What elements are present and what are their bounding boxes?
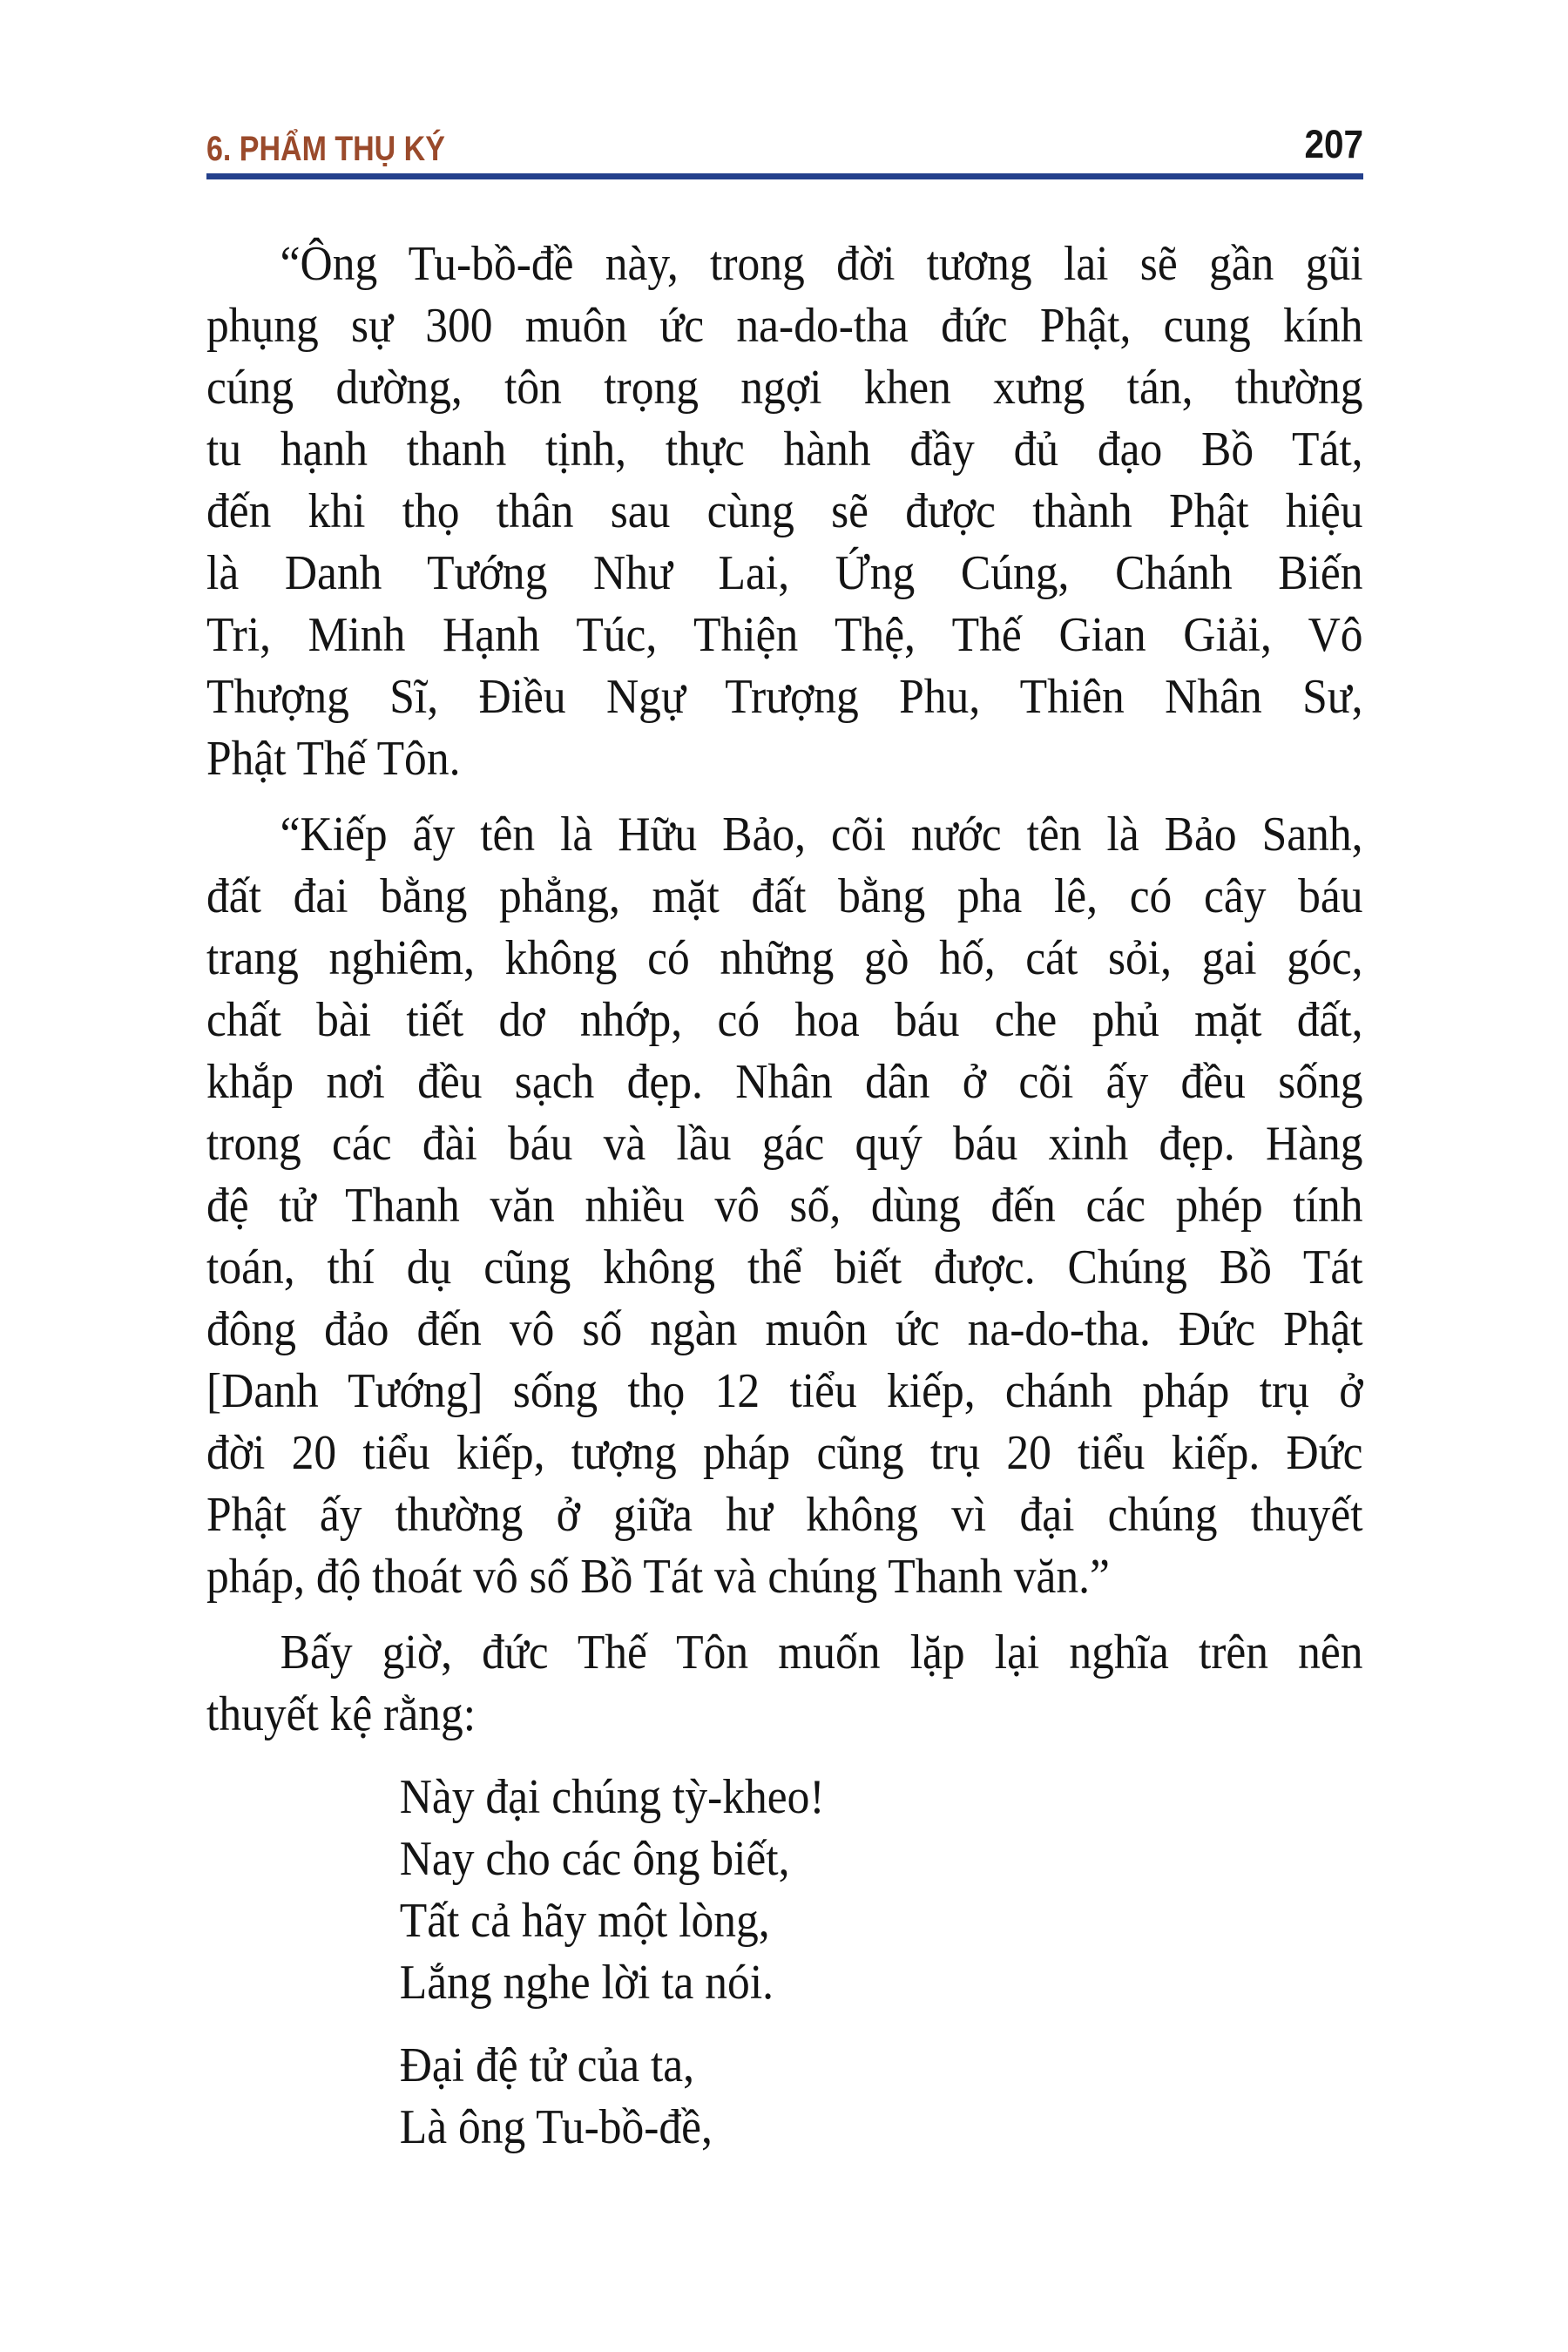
text-line: “Kiếp ấy tên là Hữu Bảo, cõi nước tên là Bảo Sanh,: [280, 808, 1363, 862]
text-line: “Ông Tu-bồ-đề này, trong đời tương lai sẽ gần gũi: [280, 237, 1363, 291]
paragraph-1: [206, 233, 1363, 790]
verse-stanza-1: [206, 1767, 1363, 2014]
text-line: tu hạnh thanh tịnh, thực hành đầy đủ đạo Bồ Tát,: [206, 422, 1363, 476]
verse-line: Lắng nghe lời ta nói.: [399, 1956, 774, 2010]
paragraph-3: [206, 1622, 1363, 1746]
text-line: toán, thí dụ cũng không thể biết được. Chúng Bồ Tát: [206, 1240, 1363, 1294]
text-line: trong các đài báu và lầu gác quý báu xinh đẹp. Hàng: [206, 1117, 1363, 1171]
text-line: đất đai bằng phẳng, mặt đất bằng pha lê, có cây báu: [206, 869, 1363, 923]
page-number: 207: [1304, 122, 1363, 166]
text-line: Phật ấy thường ở giữa hư không vì đại chúng thuyết: [206, 1488, 1363, 1542]
body-text: [206, 233, 1363, 2159]
text-line: đến khi thọ thân sau cùng sẽ được thành Phật hiệu: [206, 484, 1363, 538]
paragraph-2: [206, 804, 1363, 1608]
text-line: cúng dường, tôn trọng ngợi khen xưng tán, thường: [206, 361, 1363, 415]
text-line: thuyết kệ rằng:: [206, 1687, 476, 1741]
text-line: Thượng Sĩ, Điều Ngự Trượng Phu, Thiên Nhân Sư,: [206, 670, 1363, 724]
text-line: trang nghiêm, không có những gò hố, cát sỏi, gai góc,: [206, 931, 1363, 985]
verse-line: Này đại chúng tỳ-kheo!: [399, 1770, 825, 1824]
verse-stanza-2: [206, 2035, 1363, 2159]
text-line: phụng sự 300 muôn ức na-do-tha đức Phật, cung kính: [206, 299, 1363, 353]
header-rule: [206, 173, 1363, 179]
text-line: Tri, Minh Hạnh Túc, Thiện Thệ, Thế Gian Giải, Vô: [206, 608, 1363, 662]
text-line: chất bài tiết dơ nhớp, có hoa báu che phủ mặt đất,: [206, 993, 1363, 1047]
text-line: khắp nơi đều sạch đẹp. Nhân dân ở cõi ấy đều sống: [206, 1055, 1363, 1109]
text-line: Phật Thế Tôn.: [206, 732, 461, 786]
text-line: đông đảo đến vô số ngàn muôn ức na-do-tha. Đức Phật: [206, 1302, 1363, 1356]
text-line: Bấy giờ, đức Thế Tôn muốn lặp lại nghĩa trên nên: [280, 1625, 1363, 1680]
text-line: [Danh Tướng] sống thọ 12 tiểu kiếp, chánh pháp trụ ở: [206, 1364, 1363, 1418]
verse-line: Tất cả hãy một lòng,: [399, 1894, 770, 1948]
chapter-header: 6. PHẨM THỤ KÝ: [206, 130, 445, 168]
text-line: đời 20 tiểu kiếp, tượng pháp cũng trụ 20 tiểu kiếp. Đức: [206, 1426, 1363, 1480]
verse-line: Là ông Tu-bồ-đề,: [399, 2100, 713, 2154]
verse-line: Đại đệ tử của ta,: [399, 2038, 695, 2092]
text-line: là Danh Tướng Như Lai, Ứng Cúng, Chánh Biến: [206, 546, 1363, 600]
text-line: đệ tử Thanh văn nhiều vô số, dùng đến các phép tính: [206, 1179, 1363, 1233]
text-line: pháp, độ thoát vô số Bồ Tát và chúng Thanh văn.”: [206, 1550, 1110, 1604]
verse-line: Nay cho các ông biết,: [399, 1832, 790, 1886]
